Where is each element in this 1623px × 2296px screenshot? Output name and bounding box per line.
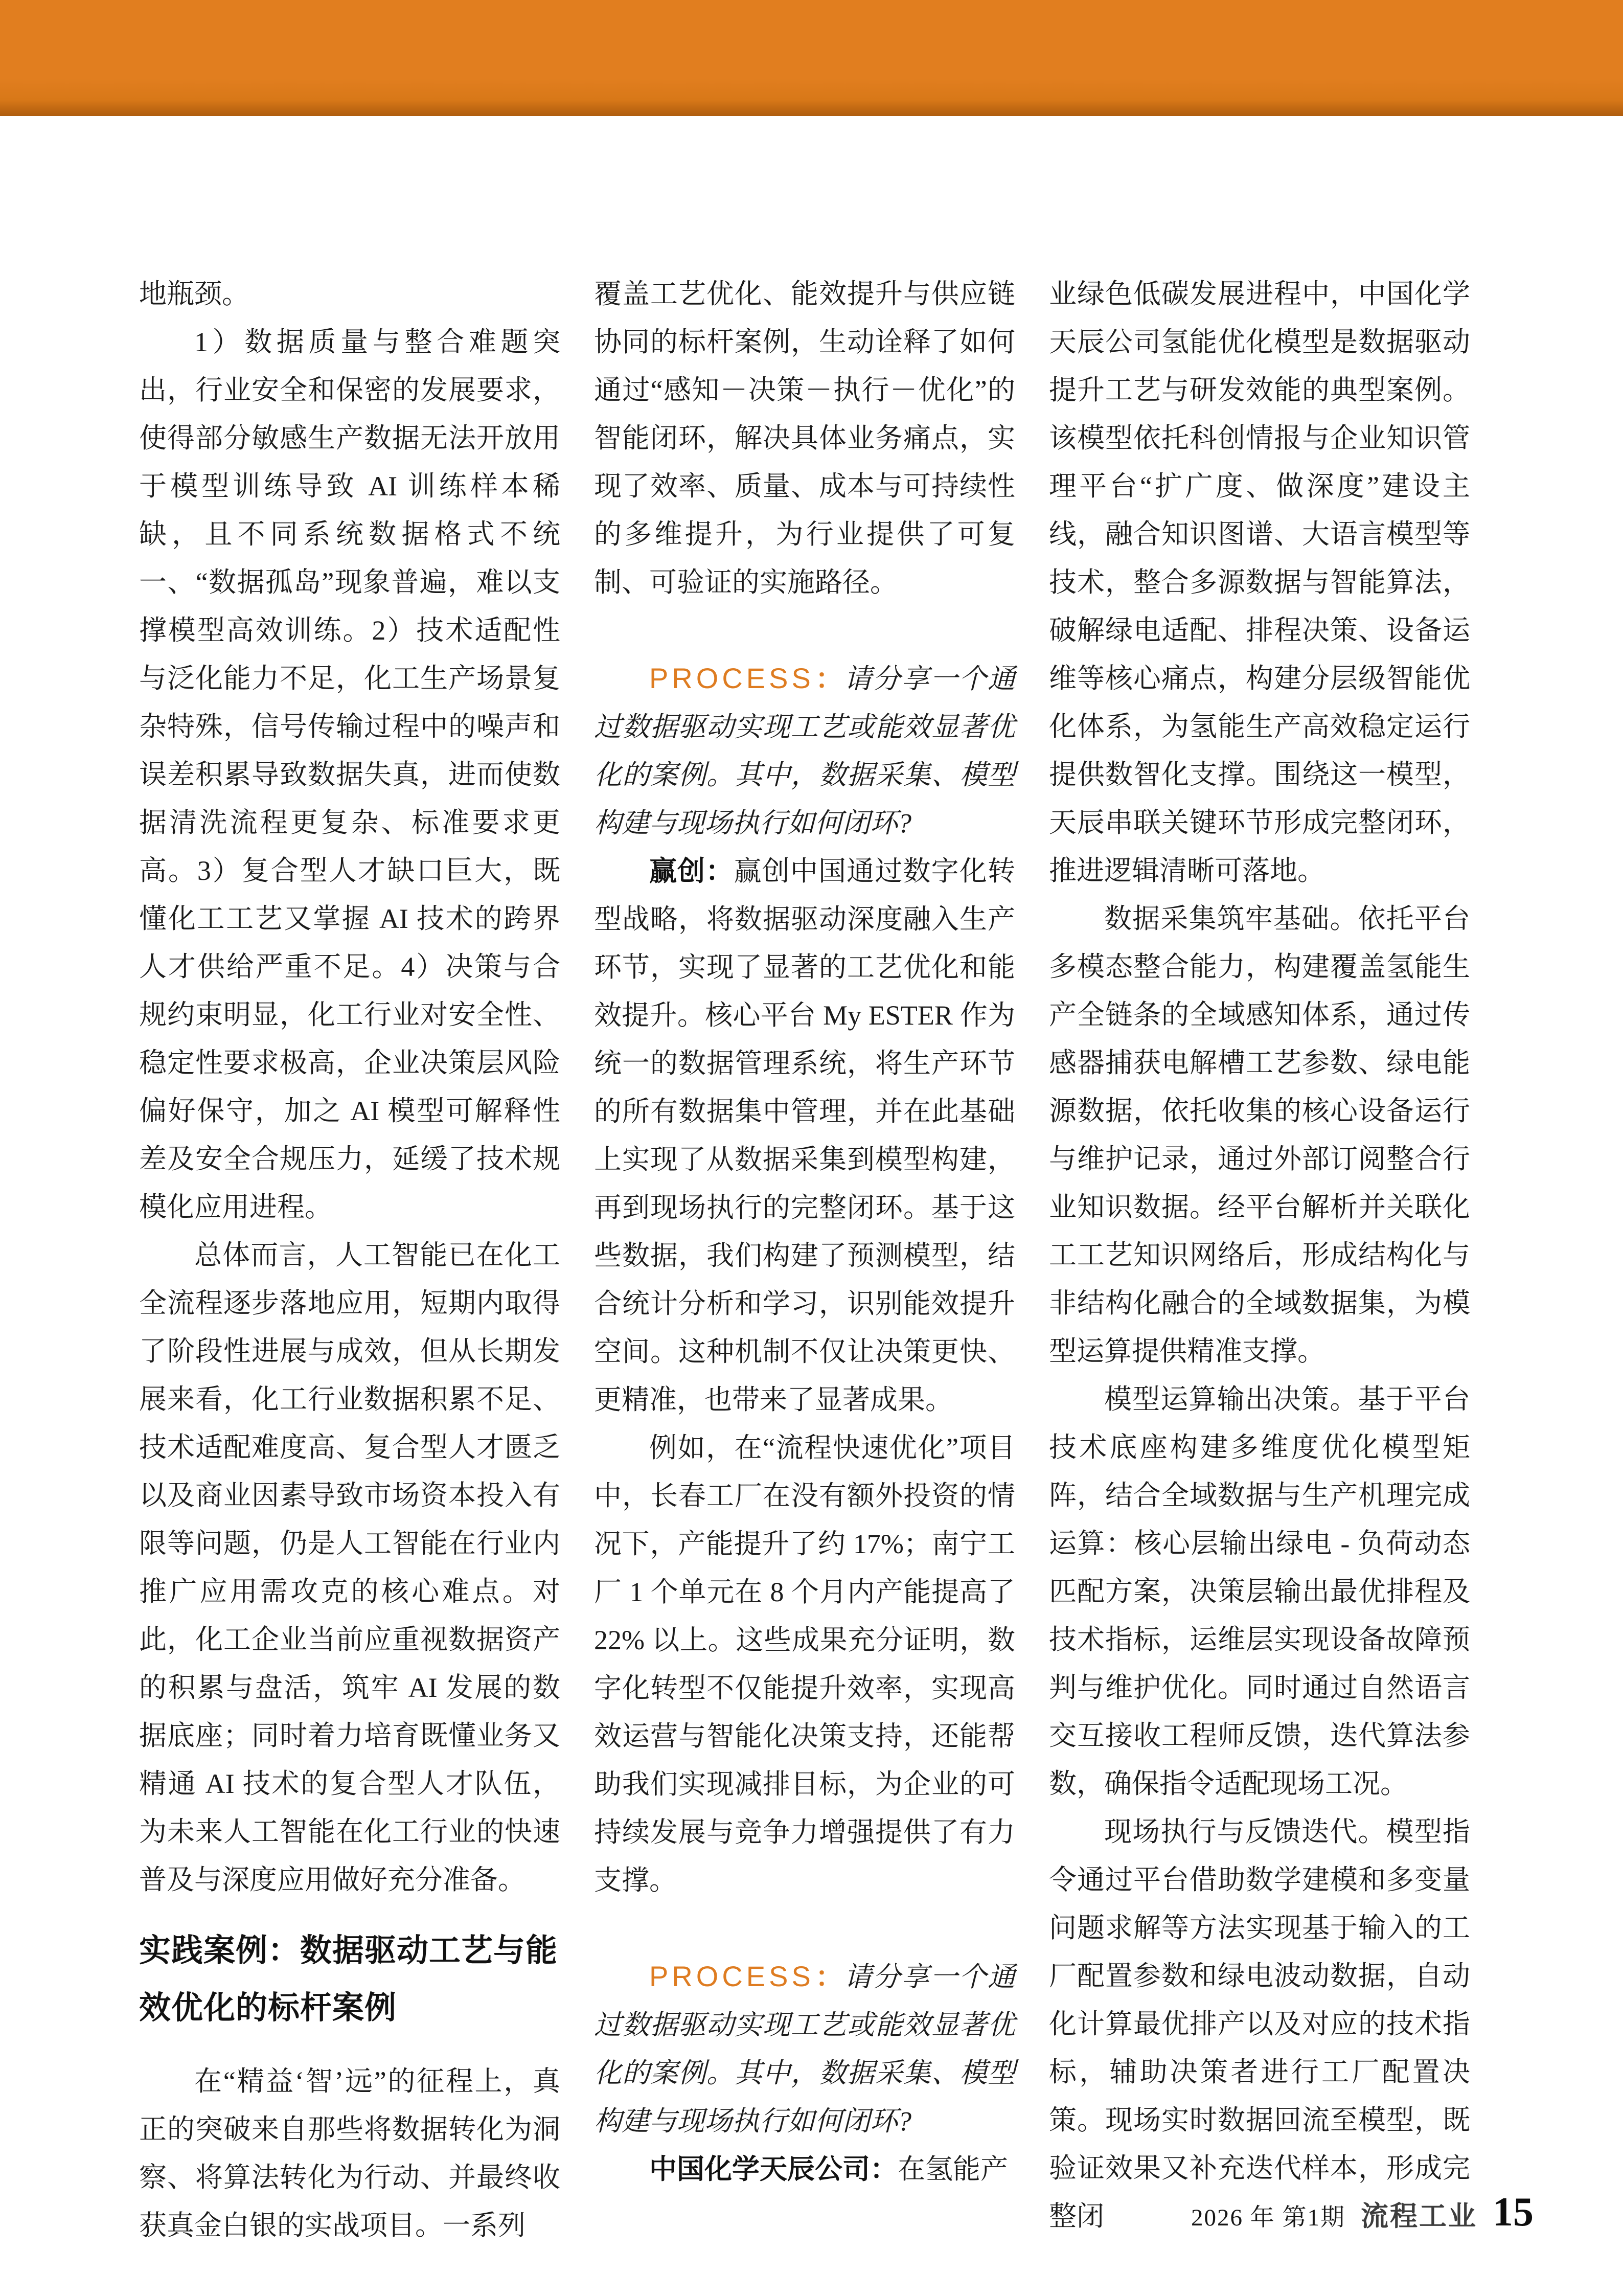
body-paragraph: 地瓶颈。 <box>139 279 249 309</box>
speaker-name: 赢创： <box>649 856 734 886</box>
body-paragraph: 业绿色低碳发展进程中，中国化学天辰公司氢能优化模型是数据驱动提升工艺与研发效能的典型案例。该模型依托科创情报与企业知识管理平台“扩广度、做深度”建设主线，融合知识图谱、大语言模型等技术，整合多源数据与智能算法，破解绿电适配、排程决策、设备运维等核心痛点，构建分层级智能优化体系，为氢能生产高效稳定运行提供数智化支撑。围绕这一模型，天辰串联关键环节形成完整闭环，推进逻辑清晰可落地。 <box>1049 279 1470 886</box>
interview-question <box>594 654 1015 847</box>
answer-text: 在氢能产 <box>898 2154 1008 2185</box>
text-column-3 <box>1049 270 1470 2240</box>
question-text: 请分享一个通过数据驱动实现工艺或能效显著优化的案例。其中，数据采集、模型构建与现场执行如何闭环? <box>594 664 1016 838</box>
body-paragraph: 模型运算输出决策。基于平台技术底座构建多维度优化模型矩阵，结合全域数据与生产机理完成运算：核心层输出绿电 - 负荷动态匹配方案，决策层输出最优排程及技术指标，运维层实现设备故障预判与维护优化。同时通过自然语言交互接收工程师反馈，迭代算法参数，确保指令适配现场工况。 <box>1049 1384 1470 1799</box>
body-paragraph: 总体而言，人工智能已在化工全流程逐步落地应用，短期内取得了阶段性进展与成效，但从长期发展来看，化工行业数据积累不足、技术适配难度高、复合型人才匮乏以及商业因素导致市场资本投入有限等问题，仍是人工智能在行业内推广应用需攻克的核心难点。对此，化工企业当前应重视数据资产的积累与盘活，筑牢 AI 发展的数据底座；同时着力培育既懂业务又精通 AI 技术的复合型人才队伍，为未来人工智能在化工行业的快速普及与深度应用做好充分准备。 <box>139 1240 560 1895</box>
interview-answer <box>594 2145 1015 2193</box>
question-text: 请分享一个通过数据驱动实现工艺或能效显著优化的案例。其中，数据采集、模型构建与现场执行如何闭环? <box>594 1962 1016 2136</box>
section-heading: 实践案例：数据驱动工艺与能效优化的标杆案例 <box>139 1933 558 2026</box>
body-paragraph: 1）数据质量与整合难题突出，行业安全和保密的发展要求，使得部分敏感生产数据无法开放用于模型训练导致 AI 训练样本稀缺，且不同系统数据格式不统一、“数据孤岛”现象普遍，难以支撑模型高效训练。2）技术适配性与泛化能力不足，化工生产场景复杂特殊，信号传输过程中的噪声和误差积累导致数据失真，进而使数据清洗流程更复杂、标准要求更高。3）复合型人才缺口巨大，既懂化工工艺又掌握 AI 技术的跨界人才供给严重不足。4）决策与合规约束明显，化工行业对安全性、稳定性要求极高，企业决策层风险偏好保守，加之 AI 模型可解释性差及安全合规压力，延缓了技术规模化应用进程。 <box>139 327 560 1222</box>
footer-magazine-title: 流程工业 <box>1361 2201 1477 2232</box>
body-paragraph: 在“精益‘智’远”的征程上，真正的突破来自那些将数据转化为洞察、将算法转化为行动、并最终收获真金白银的实战项目。一系列 <box>139 2066 560 2241</box>
footer-issue-date: 2026 年 第1期 <box>1191 2204 1345 2231</box>
process-label: PROCESS <box>649 662 814 694</box>
process-colon: ： <box>814 1962 844 1992</box>
process-label: PROCESS <box>649 1960 814 1992</box>
text-column-2 <box>594 270 1015 2193</box>
footer-page-number: 15 <box>1493 2190 1534 2235</box>
body-paragraph: 覆盖工艺优化、能效提升与供应链协同的标杆案例，生动诠释了如何通过“感知－决策－执行－优化”的智能闭环，解决具体业务痛点，实现了效率、质量、成本与可持续性的多维提升，为行业提供了可复制、可验证的实施路径。 <box>594 279 1015 598</box>
process-colon: ： <box>814 664 844 694</box>
top-orange-band <box>0 0 1623 116</box>
speaker-name: 中国化学天辰公司： <box>649 2154 898 2185</box>
body-paragraph: 例如，在“流程快速优化”项目中，长春工厂在没有额外投资的情况下，产能提升了约 17%；南宁工厂 1 个单元在 8 个月内产能提高了 22% 以上。这些成果充分证明，数字化转型不仅能提升效率，实现高效运营与智能化决策支持，还能帮助我们实现减排目标，为企业的可持续发展与竞争力增强提供了有力支撑。 <box>594 1433 1015 1896</box>
interview-question <box>594 1952 1015 2145</box>
body-paragraph: 数据采集筑牢基础。依托平台多模态整合能力，构建覆盖氢能生产全链条的全域感知体系，通过传感器捕获电解槽工艺参数、绿电能源数据，依托收集的核心设备运行与维护记录，通过外部订阅整合行业知识数据。经平台解析并关联化工工艺知识网络后，形成结构化与非结构化融合的全域数据集，为模型运算提供精准支撑。 <box>1049 903 1470 1367</box>
text-column-1 <box>139 270 560 2249</box>
interview-answer <box>594 847 1015 1424</box>
answer-text: 赢创中国通过数字化转型战略，将数据驱动深度融入生产环节，实现了显著的工艺优化和能效提升。核心平台 My ESTER 作为统一的数据管理系统，将生产环节的所有数据集中管理，并在此基础上实现了从数据采集到模型构建，再到现场执行的完整闭环。基于这些数据，我们构建了预测模型，结合统计分析和学习，识别能效提升空间。这种机制不仅让决策更快、更精准，也带来了显著成果。 <box>594 856 1015 1415</box>
body-paragraph: 现场执行与反馈迭代。模型指令通过平台借助数学建模和多变量问题求解等方法实现基于输入的工厂配置参数和绿电波动数据，自动化计算最优排产以及对应的技术指标，辅助决策者进行工厂配置决策。现场实时数据回流至模型，既验证效果又补充迭代样本，形成完整闭 <box>1049 1816 1470 2232</box>
page-footer <box>1191 2189 1534 2236</box>
